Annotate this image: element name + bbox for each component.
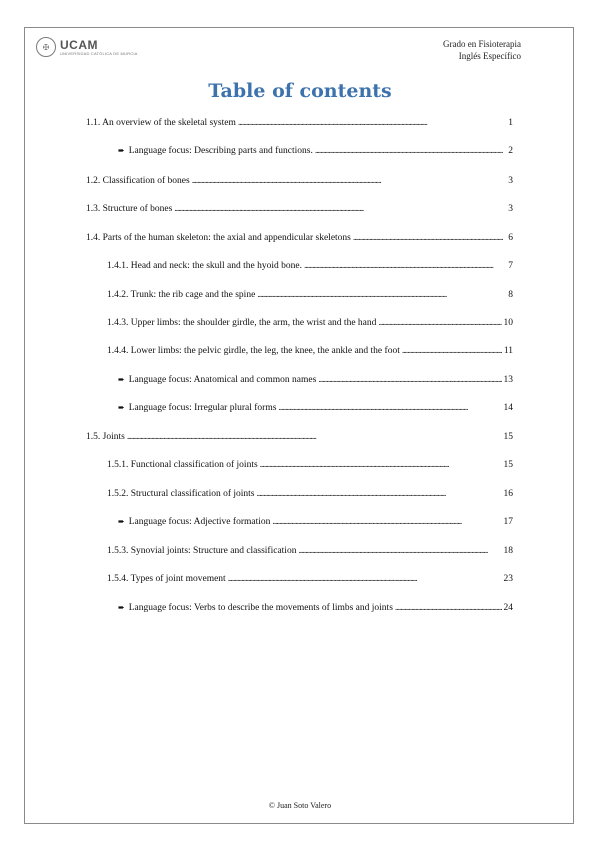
- toc-entry[interactable]: [86, 233, 513, 243]
- toc-entry[interactable]: [118, 146, 513, 156]
- toc-page-number: 18: [503, 546, 513, 556]
- subject-name: Inglés Específico: [458, 51, 521, 61]
- toc-page-number: 13: [503, 375, 513, 385]
- toc-entry[interactable]: [107, 574, 513, 584]
- speech-bubble-icon: ➨: [118, 517, 125, 526]
- dot-leader: [127, 432, 502, 442]
- dot-leader: [378, 318, 501, 328]
- dot-leader: [315, 146, 503, 156]
- toc-entry[interactable]: [86, 432, 513, 442]
- toc-page-number: 2: [508, 146, 513, 156]
- toc-entry-text: 1.4.1. Head and neck: the skull and the hyoid bone.: [107, 261, 302, 271]
- toc-entry-text: Language focus: Irregular plural forms: [128, 403, 277, 413]
- speech-bubble-icon: ➨: [118, 375, 125, 384]
- speech-bubble-icon: ➨: [118, 146, 125, 155]
- toc-entry-text: 1.5.2. Structural classification of joints: [107, 489, 255, 499]
- toc-page-number: 23: [503, 574, 513, 584]
- dot-leader: [174, 204, 503, 214]
- toc-entry[interactable]: [118, 517, 513, 527]
- toc-entry-text: 1.4.4. Lower limbs: the pelvic girdle, the leg, the knee, the ankle and the foot: [107, 346, 400, 356]
- toc-entry[interactable]: [86, 118, 513, 128]
- page-title: Table of contents: [208, 80, 392, 102]
- toc-page-number: 15: [503, 432, 513, 442]
- toc-entry-text: 1.5.4. Types of joint movement: [107, 574, 226, 584]
- toc-entry[interactable]: [86, 176, 513, 186]
- toc-entry[interactable]: [107, 290, 513, 300]
- dot-leader: [260, 460, 502, 470]
- toc-entry-text: 1.5.3. Synovial joints: Structure and classification: [107, 546, 297, 556]
- dot-leader: [353, 233, 503, 243]
- toc-page-number: 6: [508, 233, 513, 243]
- toc-entry[interactable]: [107, 460, 513, 470]
- toc-page-number: 17: [503, 517, 513, 527]
- toc-entry-text: Language focus: Anatomical and common names: [128, 375, 317, 385]
- dot-leader: [298, 546, 501, 556]
- dot-leader: [304, 261, 503, 271]
- dot-leader: [272, 517, 501, 527]
- dot-leader: [192, 176, 503, 186]
- speech-bubble-icon: ➨: [118, 403, 125, 412]
- toc-entry[interactable]: [86, 204, 513, 214]
- toc-page-number: 14: [503, 403, 513, 413]
- toc-page-number: 15: [503, 460, 513, 470]
- toc-entry[interactable]: [107, 546, 513, 556]
- dot-leader: [402, 346, 502, 356]
- toc-entry-text: Language focus: Adjective formation: [128, 517, 271, 527]
- toc-page-number: 3: [508, 204, 513, 214]
- dot-leader: [278, 403, 501, 413]
- toc-page-number: 24: [503, 603, 513, 613]
- university-seal-icon: ✠: [36, 37, 56, 57]
- toc-page-number: 7: [508, 261, 513, 271]
- dot-leader: [228, 574, 502, 584]
- toc-entry[interactable]: [107, 346, 513, 356]
- toc-entry-text: 1.4.2. Trunk: the rib cage and the spine: [107, 290, 256, 300]
- toc-page-number: 11: [503, 346, 513, 356]
- dot-leader: [318, 375, 501, 385]
- toc-entry-text: Language focus: Verbs to describe the movements of limbs and joints: [128, 603, 393, 613]
- toc-entry[interactable]: [118, 403, 513, 413]
- toc-page-number: 3: [508, 176, 513, 186]
- toc-entry-text: 1.1. An overview of the skeletal system: [86, 118, 236, 128]
- logo-text: UCAM: [60, 37, 98, 52]
- toc-entry-text: 1.4. Parts of the human skeleton: the axial and appendicular skeletons: [86, 233, 351, 243]
- toc-page-number: 1: [508, 118, 513, 128]
- toc-entry-text: 1.3. Structure of bones: [86, 204, 173, 214]
- toc-page-number: 10: [503, 318, 513, 328]
- toc-entry[interactable]: [107, 261, 513, 271]
- toc-entry-text: 1.2. Classification of bones: [86, 176, 190, 186]
- logo-subtext: UNIVERSIDAD CATÓLICA DE MURCIA: [60, 50, 138, 56]
- course-header: [443, 38, 521, 62]
- university-logo: [36, 37, 138, 57]
- dot-leader: [395, 603, 502, 613]
- toc-entry[interactable]: [107, 489, 513, 499]
- degree-name: Grado en Fisioterapia: [443, 39, 521, 49]
- dot-leader: [257, 290, 503, 300]
- copyright-footer: © Juan Soto Valero: [268, 801, 332, 810]
- dot-leader: [257, 489, 502, 499]
- toc-entry-text: 1.5.1. Functional classification of joints: [107, 460, 258, 470]
- toc-page-number: 8: [508, 290, 513, 300]
- toc-entry-text: 1.5. Joints: [86, 432, 125, 442]
- toc-entry[interactable]: [107, 318, 513, 328]
- toc-entry-text: Language focus: Describing parts and functions.: [128, 146, 313, 156]
- dot-leader: [238, 118, 503, 128]
- speech-bubble-icon: ➨: [118, 603, 125, 612]
- toc-entry[interactable]: [118, 375, 513, 385]
- toc-entry-text: 1.4.3. Upper limbs: the shoulder girdle, the arm, the wrist and the hand: [107, 318, 377, 328]
- toc-page-number: 16: [503, 489, 513, 499]
- toc-entry[interactable]: [118, 603, 513, 613]
